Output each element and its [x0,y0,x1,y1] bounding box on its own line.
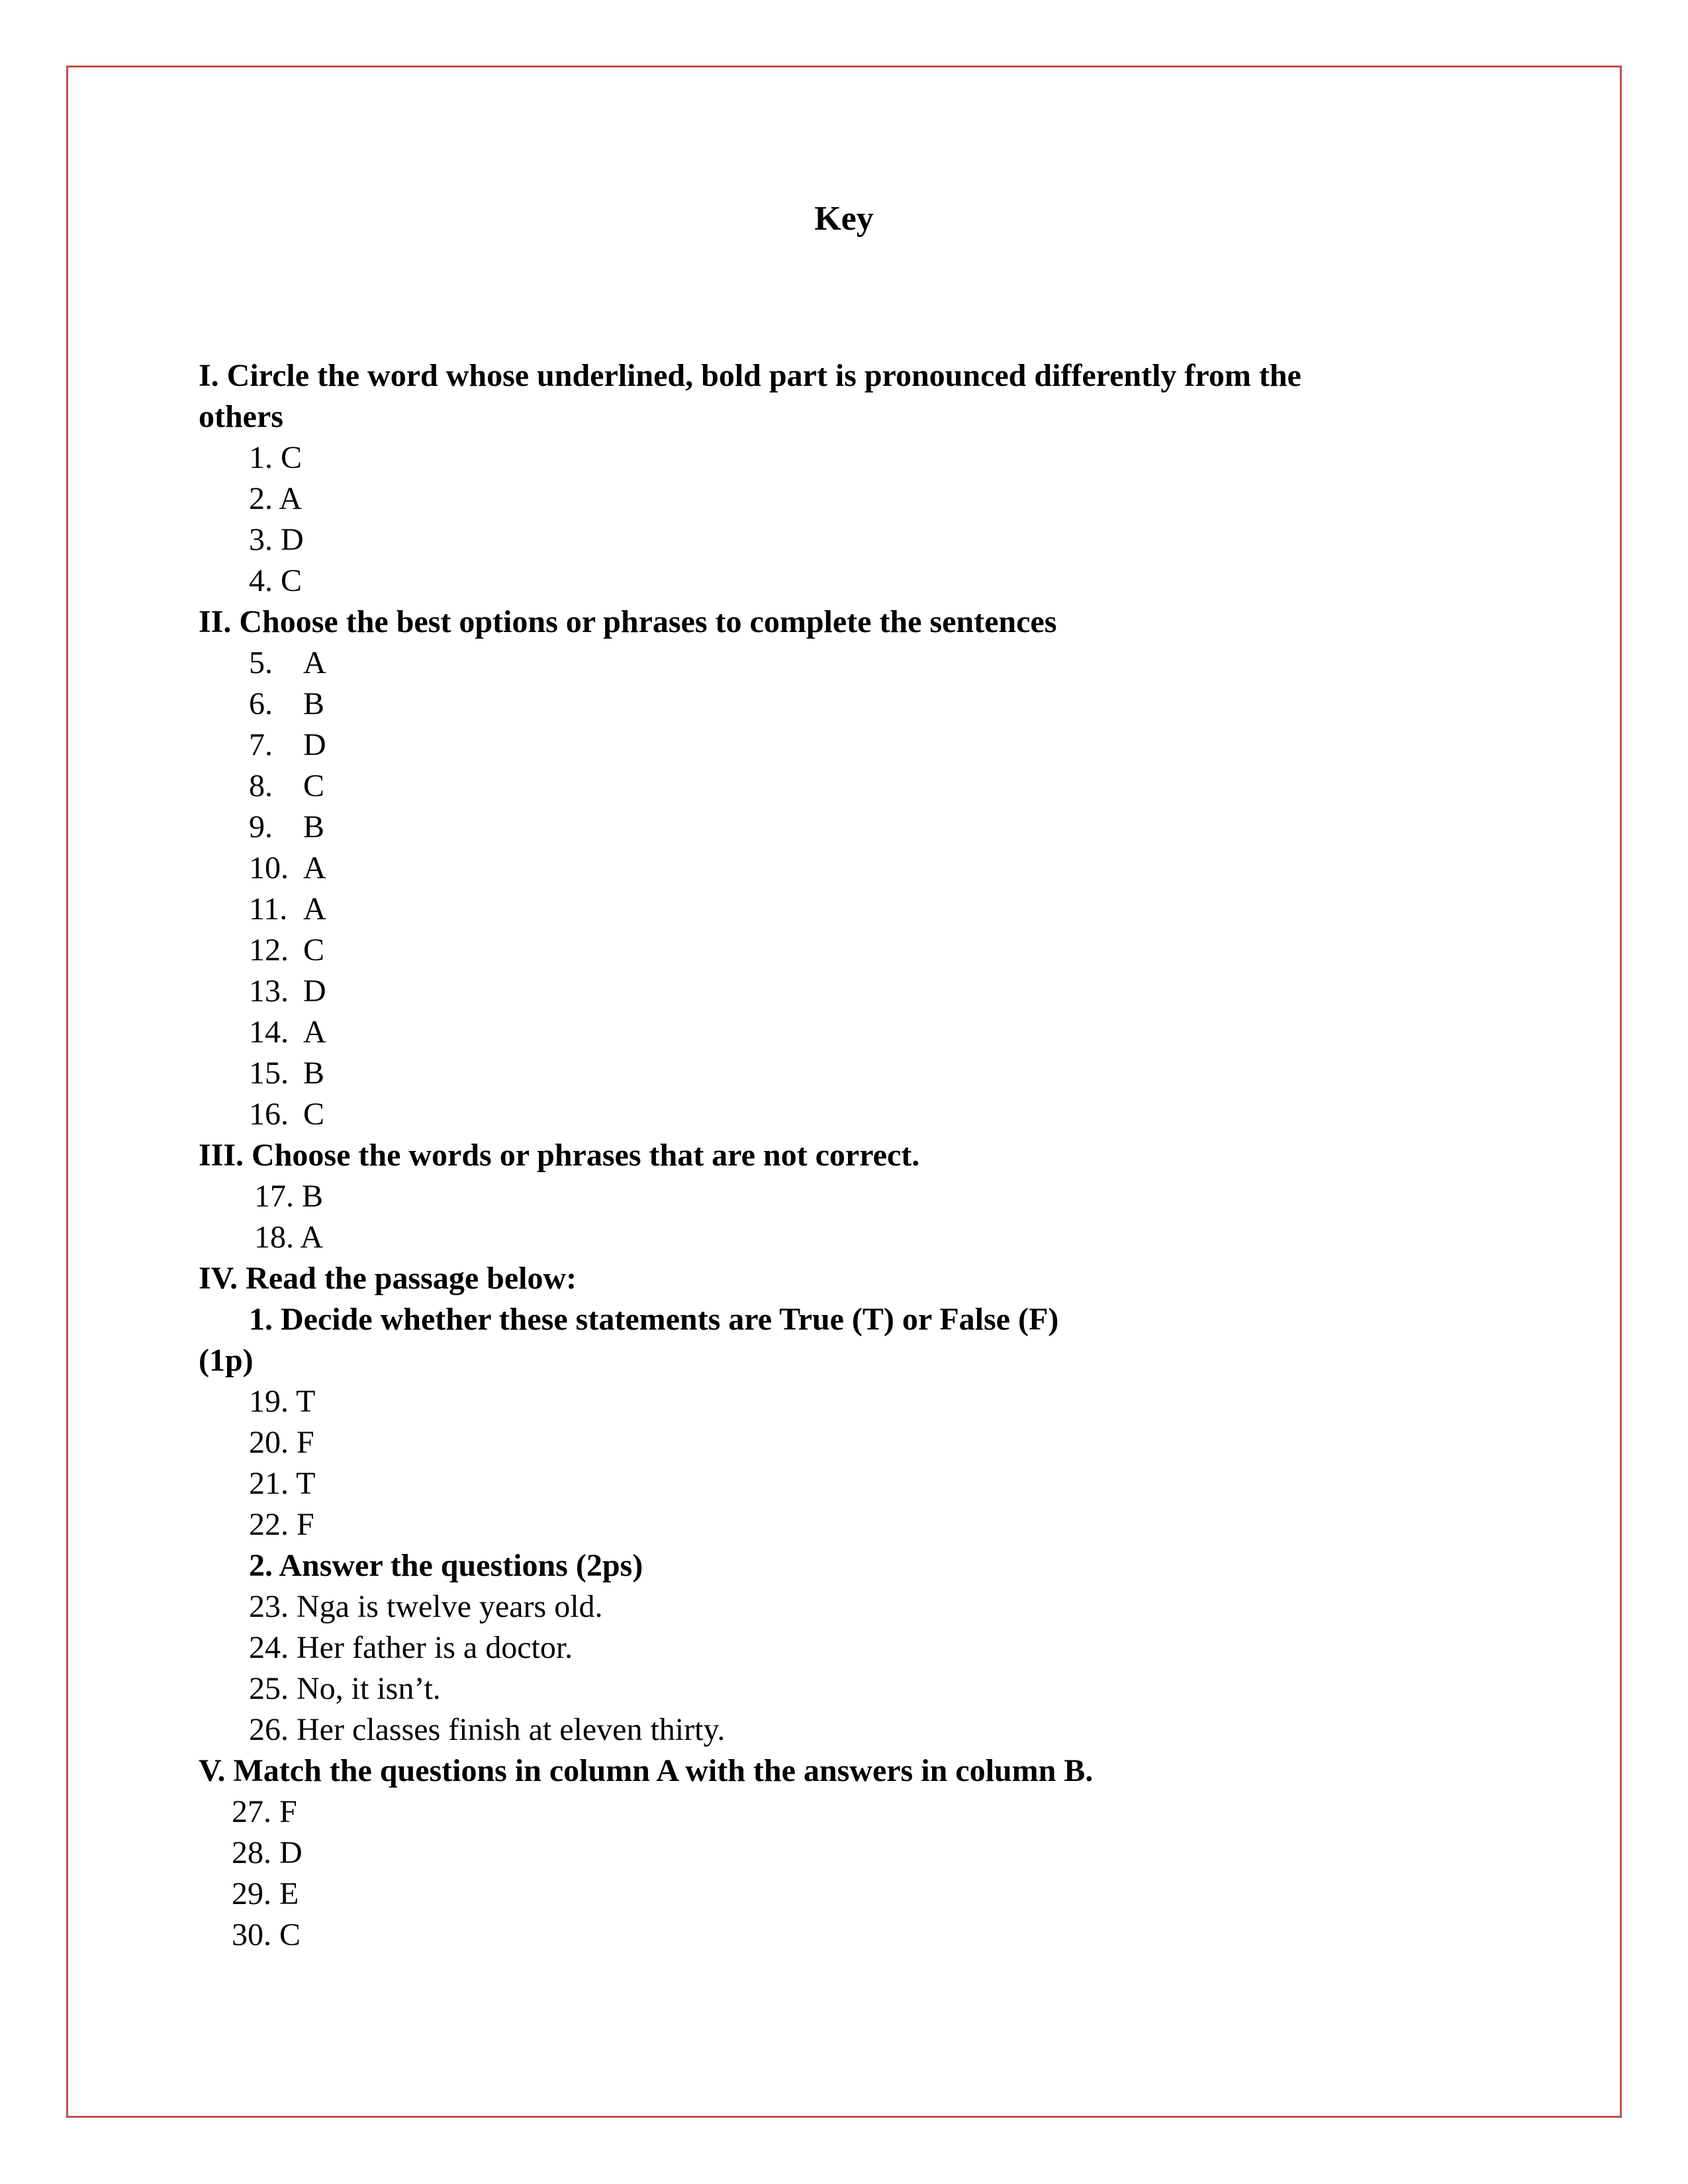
answer-number: 12. [249,933,289,968]
answer-item: 19. T [249,1384,316,1419]
answer-item [249,930,324,971]
answer-number: 11. [249,891,288,927]
answer-item: 28. D [232,1835,303,1870]
answer-item: 20. F [249,1425,314,1460]
answer-number: 16. [249,1097,289,1132]
answer-item [249,807,324,848]
answer-item: 3. D [249,522,304,557]
answer-letter: A [303,1015,326,1050]
answer-item: 18. A [254,1220,324,1255]
answer-letter: C [303,768,325,803]
answer-item [249,684,324,725]
answer-letter: C [303,933,325,968]
section-2-heading: II. Choose the best options or phrases to complete the sentences [199,604,1057,639]
section-3-heading: III. Choose the words or phrases that are not correct. [199,1138,920,1173]
answer-number: 15. [249,1056,289,1091]
answer-item [249,1012,326,1053]
answer-item: 1. C [249,440,303,475]
answer-letter: A [303,850,326,886]
answer-number: 13. [249,974,289,1009]
answer-item: 17. B [254,1179,324,1214]
answer-letter: D [303,974,326,1009]
section-4-part-2-heading: 2. Answer the questions (2ps) [249,1548,643,1583]
answer-number: 8. [249,768,273,803]
answer-letter: D [303,727,326,762]
answer-letter: B [303,809,325,844]
answer-letter: B [303,1056,325,1091]
answer-number: 14. [249,1015,289,1050]
answer-number: 9. [249,809,273,844]
answer-item: 2. A [249,481,303,516]
answer-item: 26. Her classes finish at eleven thirty. [249,1712,726,1747]
answer-number: 6. [249,686,273,721]
answer-item: 24. Her father is a doctor. [249,1630,573,1665]
answer-letter: A [303,645,326,680]
answer-item [249,889,326,930]
section-4-part-1-heading: 1. Decide whether these statements are True (T) or False (F) [249,1302,1059,1337]
section-4-heading: IV. Read the passage below: [199,1261,577,1296]
answer-number: 10. [249,850,289,886]
answer-item: 25. No, it isn’t. [249,1671,441,1706]
answer-item: 30. C [232,1917,301,1952]
answer-item: 4. C [249,563,303,598]
answer-letter: A [303,891,326,927]
answer-item [249,1094,324,1135]
section-5-heading: V. Match the questions in column A with the answers in column B. [199,1753,1094,1788]
answer-letter: B [303,686,325,721]
answer-number: 7. [249,727,273,762]
answer-item [249,971,326,1012]
section-4-part-1-points: (1p) [199,1343,254,1378]
answer-item: 23. Nga is twelve years old. [249,1589,603,1624]
answer-item [249,766,324,807]
answer-item: 27. F [232,1794,297,1829]
answer-item [249,725,326,766]
answer-item [249,848,326,889]
page-title: Key [814,200,874,238]
answer-item [249,1053,324,1094]
answer-item: 29. E [232,1876,299,1911]
answer-letter: C [303,1097,325,1132]
answer-number: 5. [249,645,273,680]
answer-item: 22. F [249,1507,314,1542]
answer-item [249,643,326,684]
section-1-heading: I. Circle the word whose underlined, bold part is pronounced differently from the [199,358,1301,393]
answer-item: 21. T [249,1466,316,1501]
section-1-heading-cont: others [199,399,283,434]
